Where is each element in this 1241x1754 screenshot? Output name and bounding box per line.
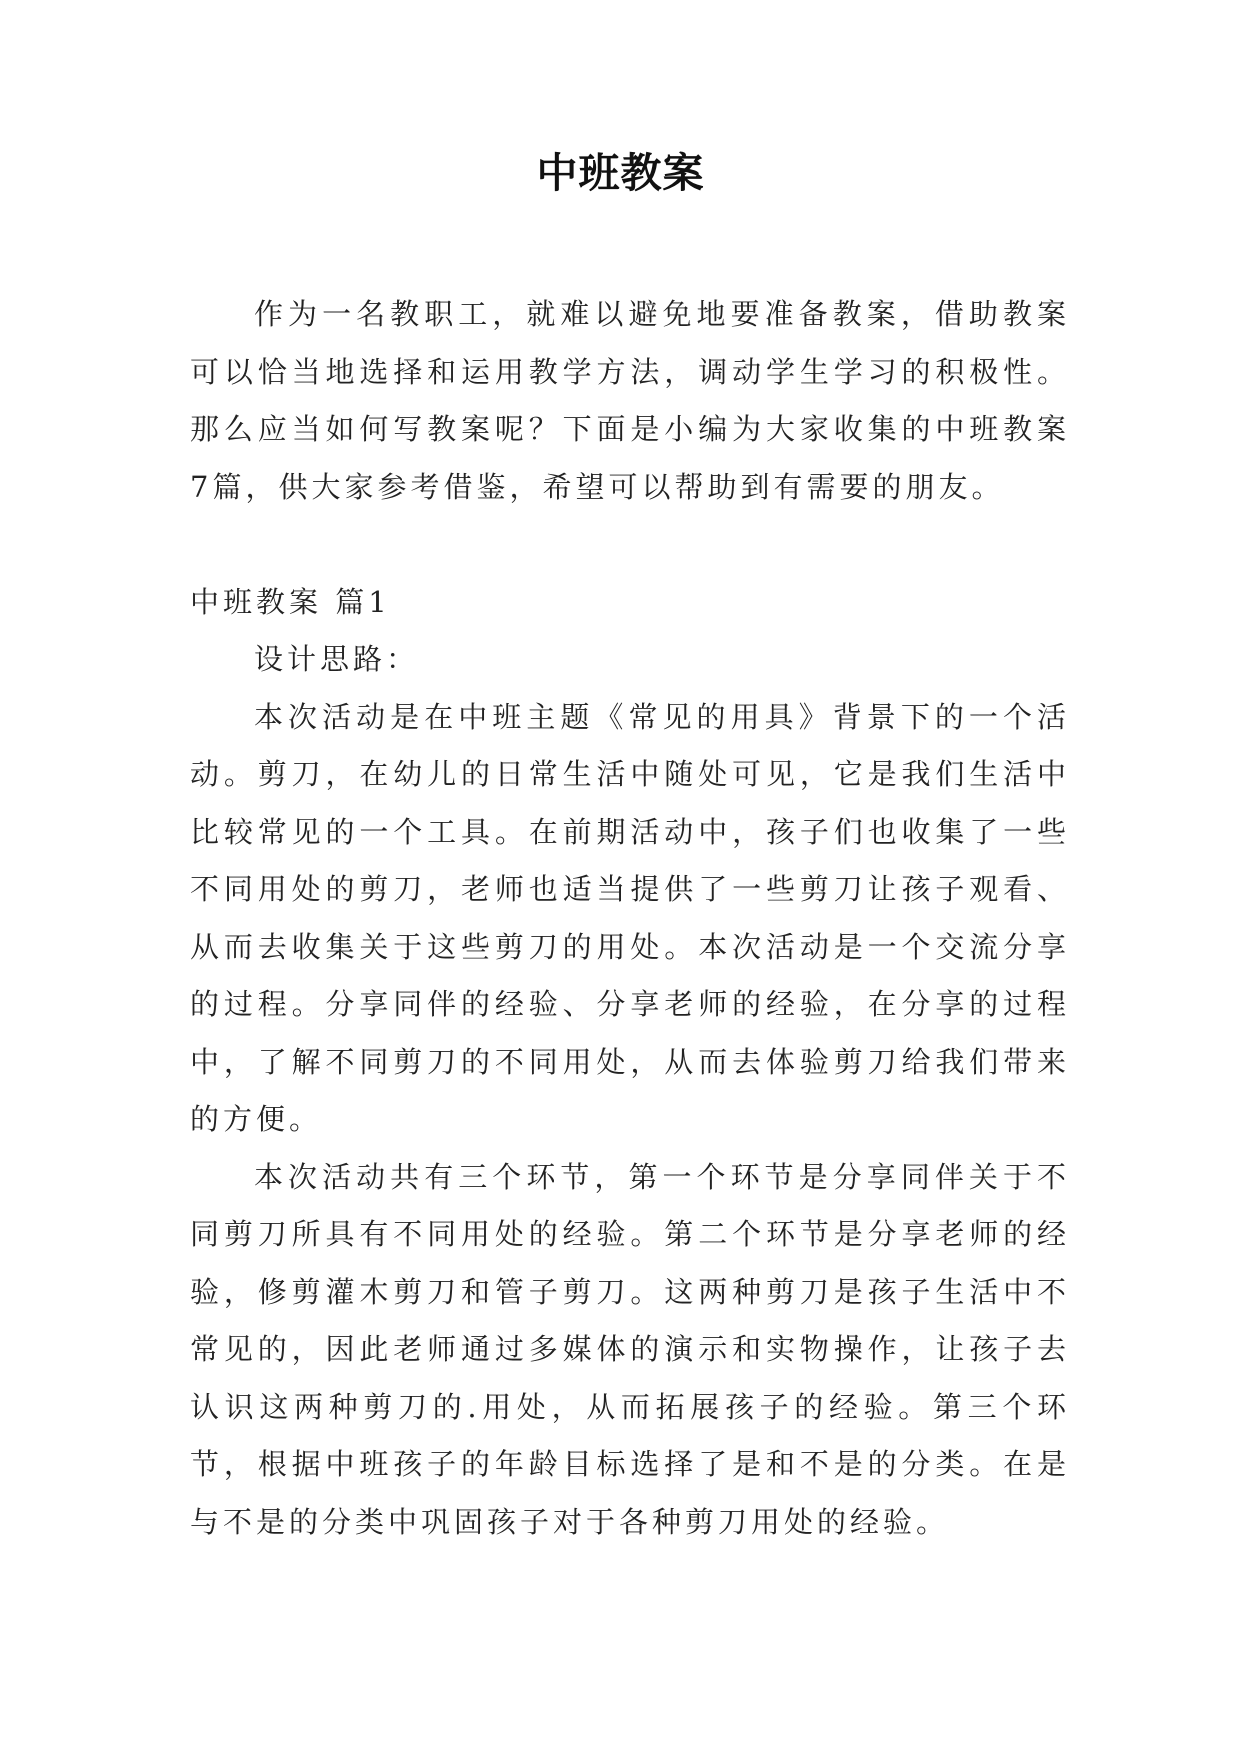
body-paragraph-2: 本次活动共有三个环节，第一个环节是分享同伴关于不同剪刀所具有不同用处的经验。第二个环节是分享老师的经验，修剪灌木剪刀和管子剪刀。这两种剪刀是孩子生活中不常见的，因此老师通过多媒体的演示和实物操作，让孩子去认识这两种剪刀的.用处，从而拓展孩子的经验。第三个环节，根据中班孩子的年龄目标选择了是和不是的分类。在是与不是的分类中巩固孩子对于各种剪刀用处的经验。	[190, 1159, 1070, 1539]
paragraph-spacer	[190, 516, 1070, 574]
section-subheading: 设计思路：	[254, 642, 420, 676]
section-heading: 中班教案 篇1	[190, 584, 391, 619]
document-body	[190, 286, 1070, 1551]
body-paragraph-1: 本次活动是在中班主题《常见的用具》背景下的一个活动。剪刀，在幼儿的日常生活中随处可见，它是我们生活中比较常见的一个工具。在前期活动中，孩子们也收集了一些不同用处的剪刀，老师也适当提供了一些剪刀让孩子观看、从而去收集关于这些剪刀的用处。本次活动是一个交流分享的过程。分享同伴的经验、分享老师的经验，在分享的过程中，了解不同剪刀的不同用处，从而去体验剪刀给我们带来的方便。	[190, 699, 1070, 1136]
document-title: 中班教案	[536, 149, 705, 197]
intro-paragraph: 作为一名教职工，就难以避免地要准备教案，借助教案可以恰当地选择和运用教学方法，调动学生学习的积极性。那么应当如何写教案呢？下面是小编为大家收集的中班教案7篇，供大家参考借鉴，希望可以帮助到有需要的朋友。	[190, 297, 1070, 504]
